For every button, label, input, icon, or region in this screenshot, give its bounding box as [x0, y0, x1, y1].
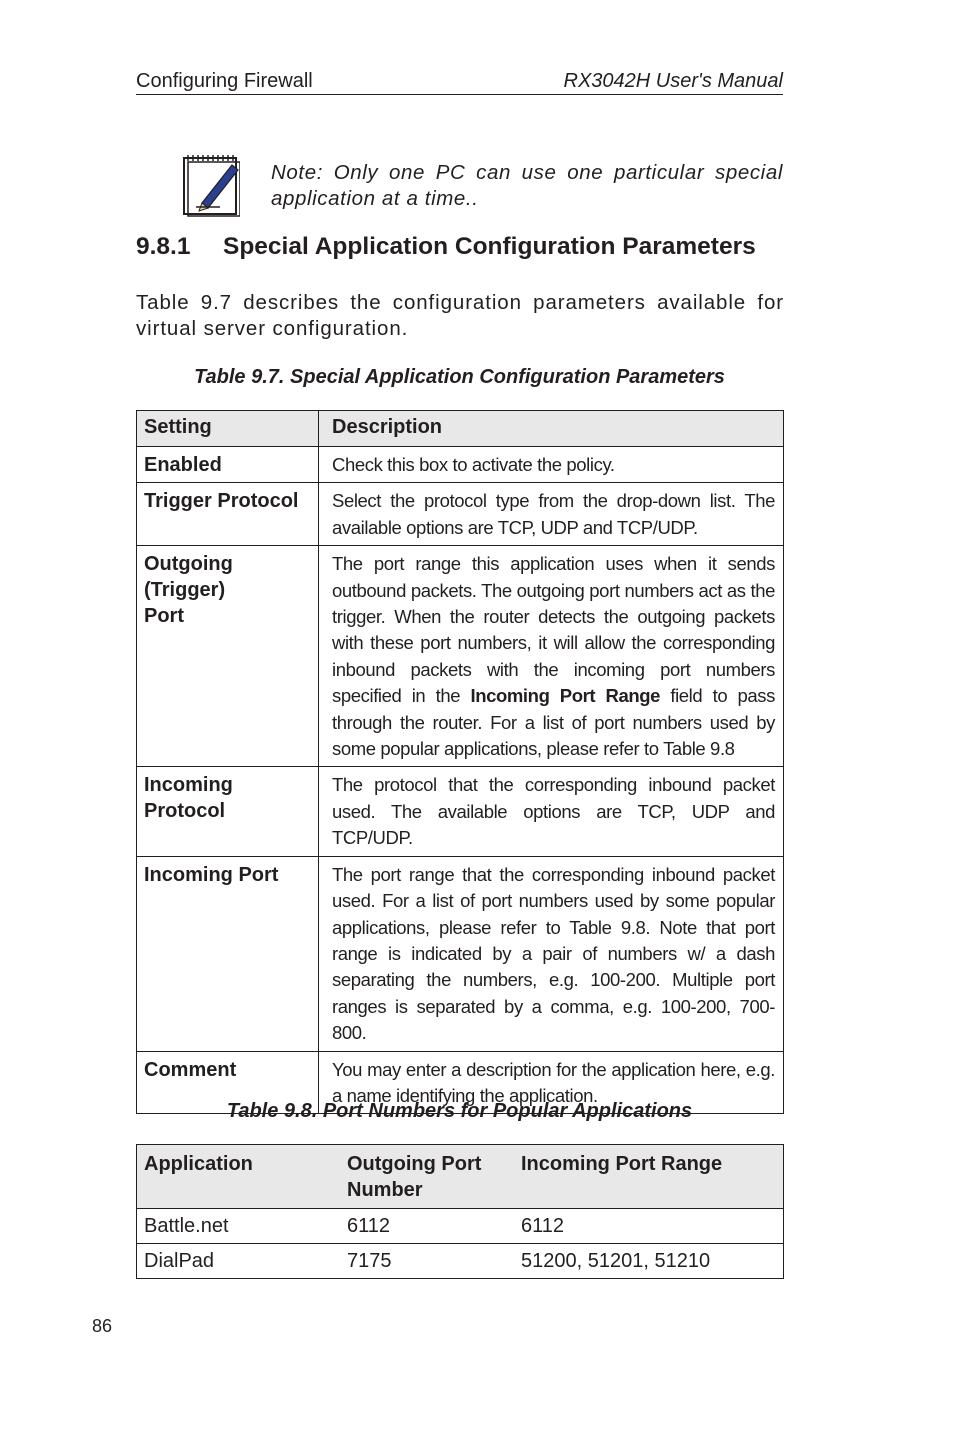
section-number: 9.8.1: [136, 233, 191, 260]
outgoing-port-cell: 7175: [340, 1244, 514, 1279]
description-cell: The port range that the corresponding inbound packet used. For a list of port numbers used by some popular applications, please refer to Table 9.8. Note that port range is indicated by a pair of numbers w/ a dash separating the numbers, e.g. 100-200. Multiple port ranges is separated by a comma, e.g. 100-200, 700-800.: [319, 856, 784, 1051]
header-chapter: Configuring Firewall: [136, 70, 313, 92]
setting-cell: Enabled: [137, 447, 319, 483]
section-title: Special Application Configuration Parameters: [223, 233, 756, 260]
application-cell: DialPad: [137, 1244, 341, 1279]
header-setting: Setting: [137, 411, 319, 447]
intro-paragraph: Table 9.7 describes the configuration parameters available for virtual server configuration.: [136, 291, 784, 340]
table-row: [137, 767, 784, 856]
table-header-row: [137, 411, 784, 447]
special-app-parameters-table: [136, 410, 784, 1114]
incoming-range-cell: 51200, 51201, 51210: [514, 1244, 784, 1279]
section-heading: [136, 233, 796, 261]
page-header: [136, 70, 783, 95]
description-bold-term: Incoming Port Range: [470, 685, 661, 707]
header-description: Description: [319, 411, 784, 447]
table-9-7-caption: Table 9.7. Special Application Configuration Parameters: [194, 366, 725, 388]
table-row: [137, 483, 784, 546]
table-row: [137, 546, 784, 767]
application-cell: Battle.net: [137, 1209, 341, 1244]
description-cell: Select the protocol type from the drop-down list. The available options are TCP, UDP and TCP/UDP.: [319, 483, 784, 546]
note-text: Note: Only one PC can use one particular special application at a time..: [271, 161, 783, 210]
setting-cell: Incoming Port: [137, 856, 319, 1051]
description-cell: [319, 546, 784, 767]
incoming-range-cell: 6112: [514, 1209, 784, 1244]
setting-label: Outgoing (Trigger) Port: [144, 553, 233, 628]
outgoing-port-cell: 6112: [340, 1209, 514, 1244]
table-row: [137, 1244, 784, 1279]
setting-cell: Trigger Protocol: [137, 483, 319, 546]
setting-cell: [137, 767, 319, 856]
table-row: [137, 447, 784, 483]
note-pad-pen-icon: [182, 153, 240, 217]
description-cell: The protocol that the corresponding inbound packet used. The available options are TCP, UDP and TCP/UDP.: [319, 767, 784, 856]
header-outgoing-port: [340, 1145, 514, 1209]
port-numbers-table: [136, 1144, 784, 1279]
table-row: [137, 856, 784, 1051]
description-cell: Check this box to activate the policy.: [319, 447, 784, 483]
table-9-8-caption: Table 9.8. Port Numbers for Popular Applications: [226, 1100, 693, 1122]
header-incoming-range: Incoming Port Range: [514, 1145, 784, 1209]
setting-cell: [137, 546, 319, 767]
setting-cell: Comment: [137, 1051, 319, 1114]
table-row: [137, 1209, 784, 1244]
description-cell: You may enter a description for the application here, e.g. a name identifying the application.: [319, 1051, 784, 1114]
setting-label: Incoming Protocol: [144, 774, 233, 823]
table-header-row: [137, 1145, 784, 1209]
description-text: field to pass through the router. For a list of port numbers used by some popular applications, please refer to Table 9.8: [332, 685, 775, 760]
description-text: The port range this application uses when it sends outbound packets. The outgoing port numbers act as the trigger. When the router detects the outgoing packets with these port numbers, it will allow the corresponding inbound packets with the incoming port numbers specified in the: [332, 553, 775, 707]
header-manual-title: RX3042H User's Manual: [563, 70, 783, 92]
page-number: 86: [92, 1316, 113, 1336]
header-application: Application: [137, 1145, 341, 1209]
header-outgoing-port-label: Outgoing Port Number: [347, 1153, 482, 1201]
